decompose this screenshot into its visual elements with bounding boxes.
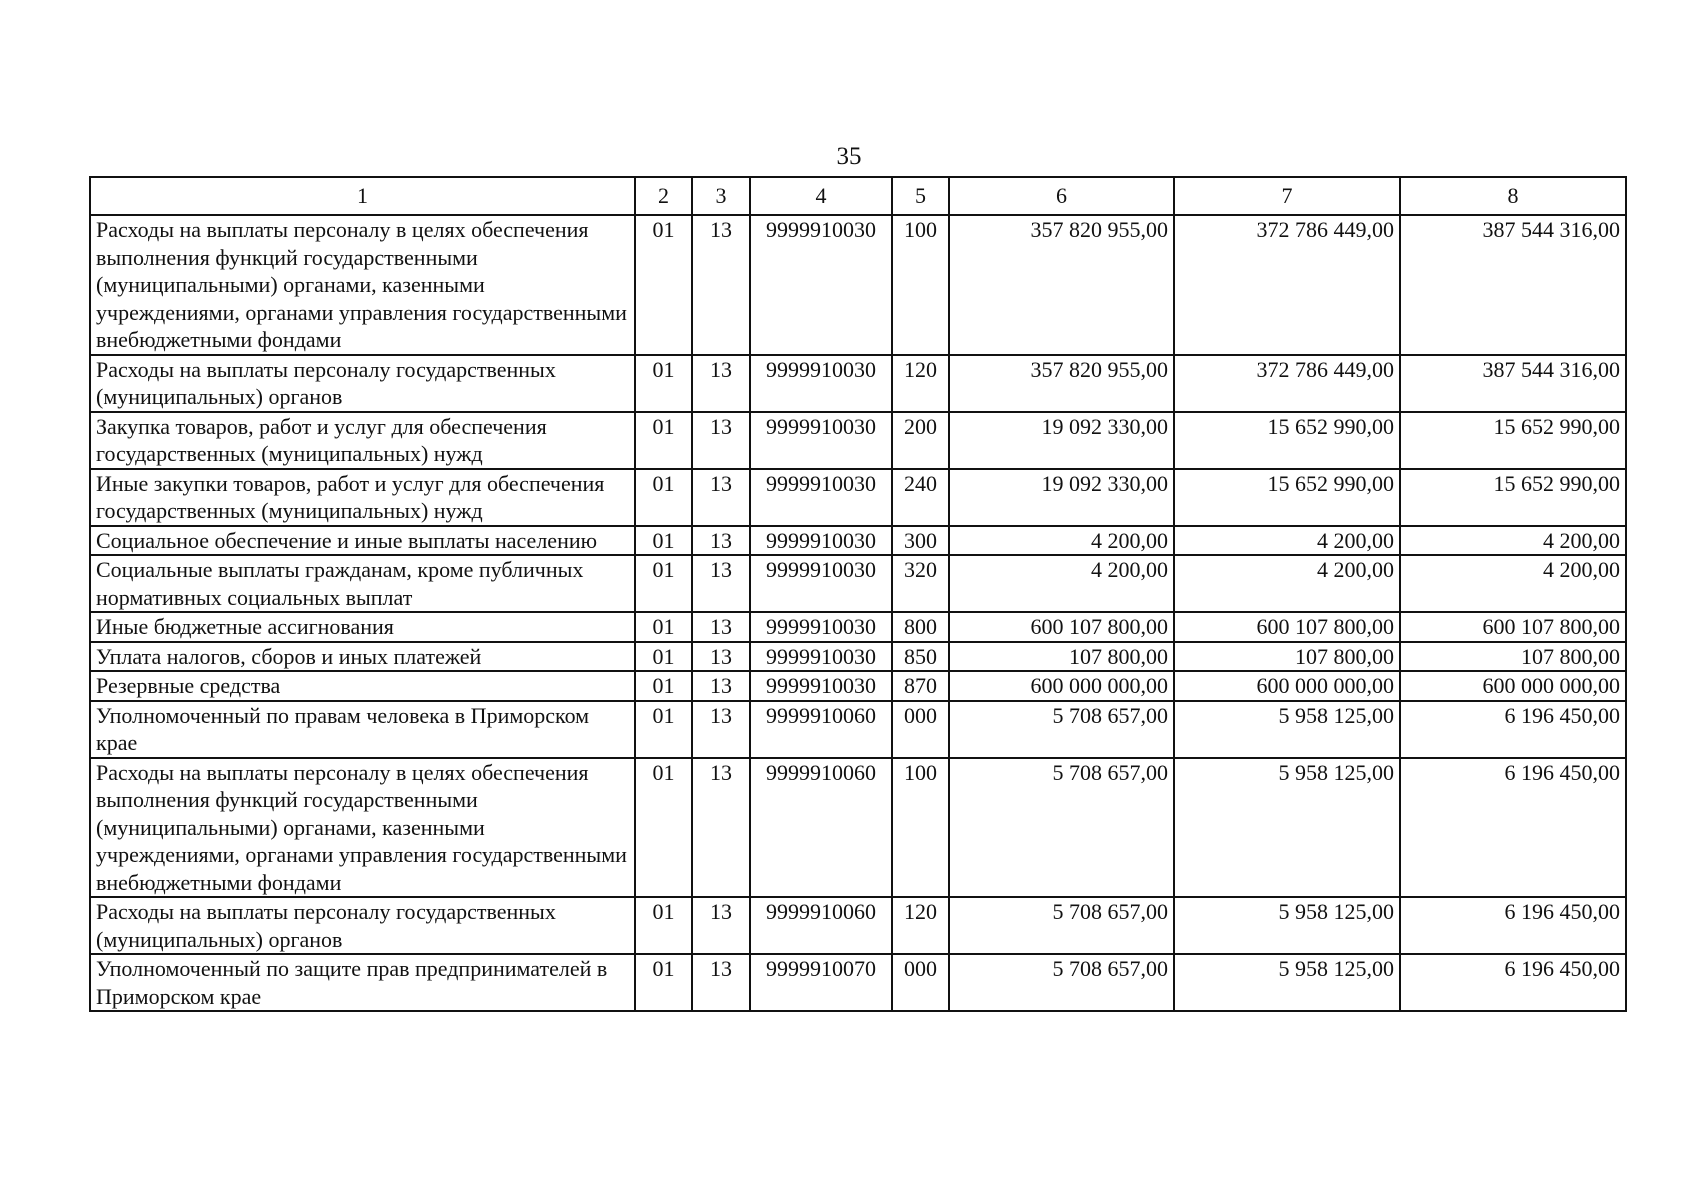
- row-amount-7: 5 958 125,00: [1174, 954, 1400, 1011]
- table-row: [90, 671, 1626, 701]
- row-expense-type: 850: [892, 642, 949, 672]
- table-row: [90, 758, 1626, 898]
- row-amount-7: 4 200,00: [1174, 555, 1400, 612]
- row-target-article: 9999910030: [750, 612, 892, 642]
- row-expense-type: 240: [892, 469, 949, 526]
- row-subsection: 13: [692, 526, 750, 556]
- row-expense-type: 120: [892, 897, 949, 954]
- row-subsection: 13: [692, 642, 750, 672]
- row-amount-6: 4 200,00: [949, 555, 1174, 612]
- table-row: [90, 701, 1626, 758]
- row-subsection: 13: [692, 758, 750, 898]
- row-amount-8: 6 196 450,00: [1400, 758, 1626, 898]
- row-amount-8: 600 107 800,00: [1400, 612, 1626, 642]
- row-section: 01: [635, 469, 692, 526]
- row-section: 01: [635, 642, 692, 672]
- row-target-article: 9999910030: [750, 469, 892, 526]
- row-subsection: 13: [692, 215, 750, 355]
- table-row: [90, 954, 1626, 1011]
- row-subsection: 13: [692, 701, 750, 758]
- row-name: Расходы на выплаты персоналу государственных (муниципальных) органов: [90, 355, 635, 412]
- row-amount-6: 5 708 657,00: [949, 897, 1174, 954]
- row-amount-7: 5 958 125,00: [1174, 701, 1400, 758]
- row-section: 01: [635, 671, 692, 701]
- header-col-2: 2: [635, 177, 692, 215]
- header-col-1: 1: [90, 177, 635, 215]
- row-section: 01: [635, 555, 692, 612]
- row-amount-7: 5 958 125,00: [1174, 758, 1400, 898]
- row-expense-type: 800: [892, 612, 949, 642]
- row-name: Уплата налогов, сборов и иных платежей: [90, 642, 635, 672]
- table-row: [90, 215, 1626, 355]
- table-row: [90, 469, 1626, 526]
- row-amount-6: 600 107 800,00: [949, 612, 1174, 642]
- row-amount-8: 6 196 450,00: [1400, 701, 1626, 758]
- row-subsection: 13: [692, 412, 750, 469]
- row-amount-7: 107 800,00: [1174, 642, 1400, 672]
- row-section: 01: [635, 701, 692, 758]
- table-row: [90, 555, 1626, 612]
- row-target-article: 9999910030: [750, 671, 892, 701]
- row-amount-8: 6 196 450,00: [1400, 954, 1626, 1011]
- row-amount-8: 387 544 316,00: [1400, 215, 1626, 355]
- budget-table: [89, 176, 1627, 1012]
- row-target-article: 9999910060: [750, 758, 892, 898]
- row-name: Иные бюджетные ассигнования: [90, 612, 635, 642]
- row-name: Социальные выплаты гражданам, кроме публичных нормативных социальных выплат: [90, 555, 635, 612]
- header-col-7: 7: [1174, 177, 1400, 215]
- row-section: 01: [635, 526, 692, 556]
- row-name: Иные закупки товаров, работ и услуг для обеспечения государственных (муниципальных) нужд: [90, 469, 635, 526]
- row-amount-6: 5 708 657,00: [949, 701, 1174, 758]
- row-expense-type: 000: [892, 954, 949, 1011]
- row-name: Расходы на выплаты персоналу государственных (муниципальных) органов: [90, 897, 635, 954]
- row-amount-6: 5 708 657,00: [949, 954, 1174, 1011]
- row-amount-7: 5 958 125,00: [1174, 897, 1400, 954]
- row-target-article: 9999910030: [750, 526, 892, 556]
- row-target-article: 9999910060: [750, 897, 892, 954]
- row-amount-8: 600 000 000,00: [1400, 671, 1626, 701]
- row-expense-type: 100: [892, 215, 949, 355]
- row-section: 01: [635, 954, 692, 1011]
- row-expense-type: 320: [892, 555, 949, 612]
- table-row: [90, 526, 1626, 556]
- row-expense-type: 120: [892, 355, 949, 412]
- header-col-4: 4: [750, 177, 892, 215]
- header-col-5: 5: [892, 177, 949, 215]
- row-target-article: 9999910030: [750, 355, 892, 412]
- row-subsection: 13: [692, 954, 750, 1011]
- row-amount-8: 107 800,00: [1400, 642, 1626, 672]
- row-section: 01: [635, 758, 692, 898]
- table-row: [90, 355, 1626, 412]
- row-amount-8: 4 200,00: [1400, 526, 1626, 556]
- table-row: [90, 642, 1626, 672]
- row-amount-6: 19 092 330,00: [949, 469, 1174, 526]
- row-expense-type: 870: [892, 671, 949, 701]
- row-expense-type: 100: [892, 758, 949, 898]
- row-amount-7: 372 786 449,00: [1174, 215, 1400, 355]
- row-amount-6: 357 820 955,00: [949, 355, 1174, 412]
- row-amount-6: 4 200,00: [949, 526, 1174, 556]
- row-target-article: 9999910030: [750, 215, 892, 355]
- row-amount-8: 4 200,00: [1400, 555, 1626, 612]
- page-number: 35: [836, 143, 862, 170]
- row-amount-6: 600 000 000,00: [949, 671, 1174, 701]
- row-subsection: 13: [692, 897, 750, 954]
- row-amount-6: 107 800,00: [949, 642, 1174, 672]
- row-subsection: 13: [692, 671, 750, 701]
- header-row: [90, 177, 1626, 215]
- row-expense-type: 300: [892, 526, 949, 556]
- row-subsection: 13: [692, 612, 750, 642]
- table-row: [90, 412, 1626, 469]
- row-amount-7: 372 786 449,00: [1174, 355, 1400, 412]
- row-name: Социальное обеспечение и иные выплаты населению: [90, 526, 635, 556]
- row-amount-8: 6 196 450,00: [1400, 897, 1626, 954]
- row-amount-8: 15 652 990,00: [1400, 469, 1626, 526]
- row-name: Закупка товаров, работ и услуг для обеспечения государственных (муниципальных) нужд: [90, 412, 635, 469]
- row-section: 01: [635, 612, 692, 642]
- row-target-article: 9999910030: [750, 412, 892, 469]
- row-name: Уполномоченный по правам человека в Приморском крае: [90, 701, 635, 758]
- row-subsection: 13: [692, 355, 750, 412]
- row-amount-6: 5 708 657,00: [949, 758, 1174, 898]
- row-section: 01: [635, 215, 692, 355]
- row-amount-7: 600 107 800,00: [1174, 612, 1400, 642]
- row-name: Расходы на выплаты персоналу в целях обеспечения выполнения функций государственными (муниципальными) органами, казенными учреждениями, органами управления государственными внебюджетными фондами: [90, 758, 635, 898]
- header-col-8: 8: [1400, 177, 1626, 215]
- row-subsection: 13: [692, 555, 750, 612]
- row-section: 01: [635, 897, 692, 954]
- table-row: [90, 612, 1626, 642]
- table-row: [90, 897, 1626, 954]
- header-col-3: 3: [692, 177, 750, 215]
- header-col-6: 6: [949, 177, 1174, 215]
- row-target-article: 9999910030: [750, 642, 892, 672]
- row-name: Резервные средства: [90, 671, 635, 701]
- row-amount-7: 15 652 990,00: [1174, 412, 1400, 469]
- row-expense-type: 200: [892, 412, 949, 469]
- row-amount-7: 4 200,00: [1174, 526, 1400, 556]
- row-expense-type: 000: [892, 701, 949, 758]
- row-amount-8: 387 544 316,00: [1400, 355, 1626, 412]
- row-subsection: 13: [692, 469, 750, 526]
- row-amount-8: 15 652 990,00: [1400, 412, 1626, 469]
- row-name: Уполномоченный по защите прав предпринимателей в Приморском крае: [90, 954, 635, 1011]
- row-amount-7: 15 652 990,00: [1174, 469, 1400, 526]
- row-amount-6: 357 820 955,00: [949, 215, 1174, 355]
- row-section: 01: [635, 412, 692, 469]
- row-section: 01: [635, 355, 692, 412]
- row-amount-6: 19 092 330,00: [949, 412, 1174, 469]
- row-name: Расходы на выплаты персоналу в целях обеспечения выполнения функций государственными (муниципальными) органами, казенными учреждениями, органами управления государственными внебюджетными фондами: [90, 215, 635, 355]
- row-target-article: 9999910070: [750, 954, 892, 1011]
- row-target-article: 9999910030: [750, 555, 892, 612]
- row-target-article: 9999910060: [750, 701, 892, 758]
- row-amount-7: 600 000 000,00: [1174, 671, 1400, 701]
